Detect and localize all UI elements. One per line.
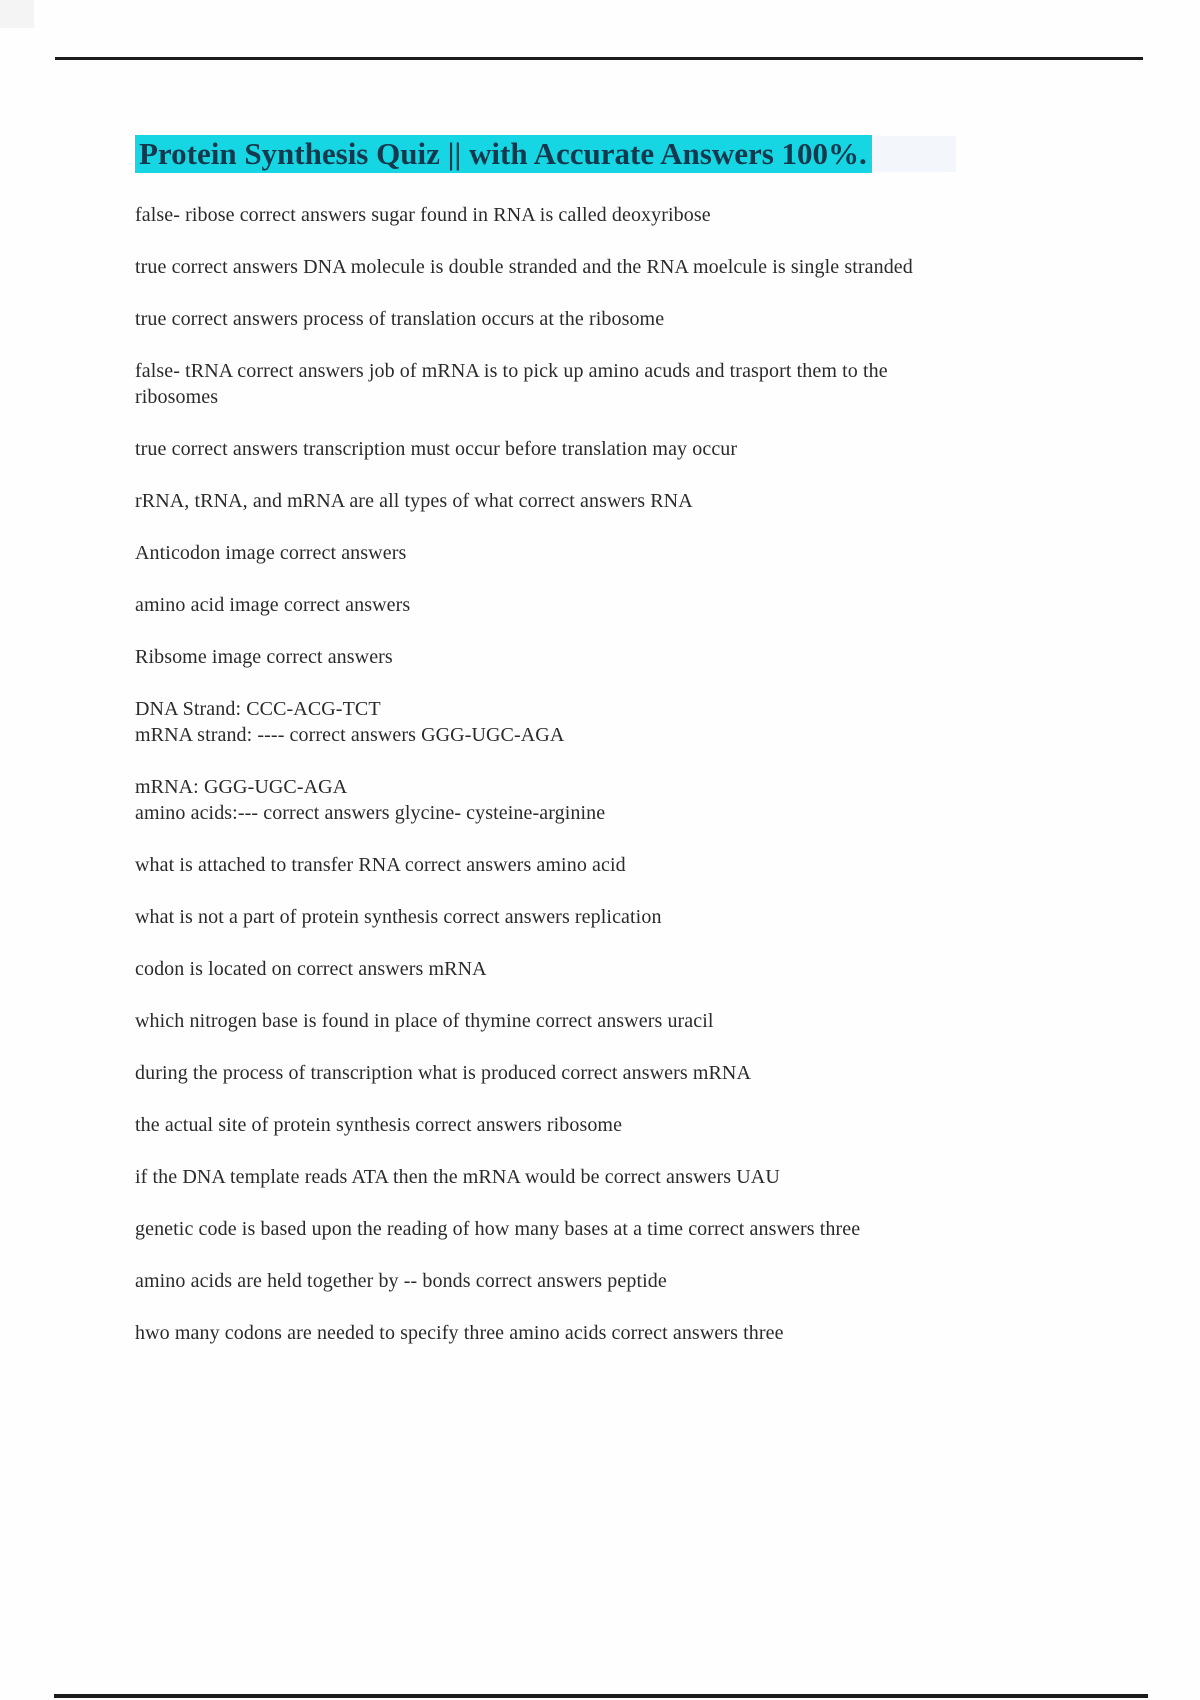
bottom-horizontal-rule (54, 1694, 1148, 1698)
qa-paragraph: the actual site of protein synthesis correct answers ribosome (135, 1114, 623, 1136)
qa-paragraph: what is not a part of protein synthesis correct answers replication (135, 906, 662, 928)
qa-paragraph: true correct answers DNA molecule is double stranded and the RNA moelcule is single stranded (135, 256, 913, 278)
qa-paragraph: rRNA, tRNA, and mRNA are all types of what correct answers RNA (135, 490, 693, 512)
qa-paragraph: false- ribose correct answers sugar found in RNA is called deoxyribose (135, 204, 711, 226)
top-horizontal-rule (55, 57, 1143, 60)
page-title (135, 136, 1075, 172)
qa-paragraph: mRNA: GGG-UGC-AGA amino acids:--- correct answers glycine- cysteine-arginine (135, 776, 606, 824)
qa-paragraph: true correct answers transcription must occur before translation may occur (135, 438, 738, 460)
title-highlight: Protein Synthesis Quiz || with Accurate Answers 100%. (135, 135, 872, 173)
qa-paragraph: amino acid image correct answers (135, 594, 411, 616)
document-content (135, 136, 1075, 1372)
qa-paragraph: Anticodon image correct answers (135, 542, 407, 564)
corner-artifact (0, 0, 34, 28)
qa-paragraph: false- tRNA correct answers job of mRNA is to pick up amino acuds and trasport them to the ribosomes (135, 360, 888, 408)
qa-paragraph: what is attached to transfer RNA correct answers amino acid (135, 854, 626, 876)
qa-paragraph: Ribsome image correct answers (135, 646, 393, 668)
qa-paragraph: if the DNA template reads ATA then the mRNA would be correct answers UAU (135, 1166, 780, 1188)
title-highlight-tail (135, 136, 956, 172)
qa-paragraph: during the process of transcription what is produced correct answers mRNA (135, 1062, 752, 1084)
qa-paragraph: amino acids are held together by -- bonds correct answers peptide (135, 1270, 667, 1292)
qa-paragraph: DNA Strand: CCC-ACG-TCT mRNA strand: ---- correct answers GGG-UGC-AGA (135, 698, 565, 746)
qa-paragraph: genetic code is based upon the reading of how many bases at a time correct answers three (135, 1218, 861, 1240)
qa-paragraph: which nitrogen base is found in place of thymine correct answers uracil (135, 1010, 714, 1032)
qa-paragraph: hwo many codons are needed to specify three amino acids correct answers three (135, 1322, 784, 1344)
qa-paragraph: codon is located on correct answers mRNA (135, 958, 487, 980)
qa-paragraph: true correct answers process of translation occurs at the ribosome (135, 308, 665, 330)
qa-list (135, 202, 1075, 1346)
